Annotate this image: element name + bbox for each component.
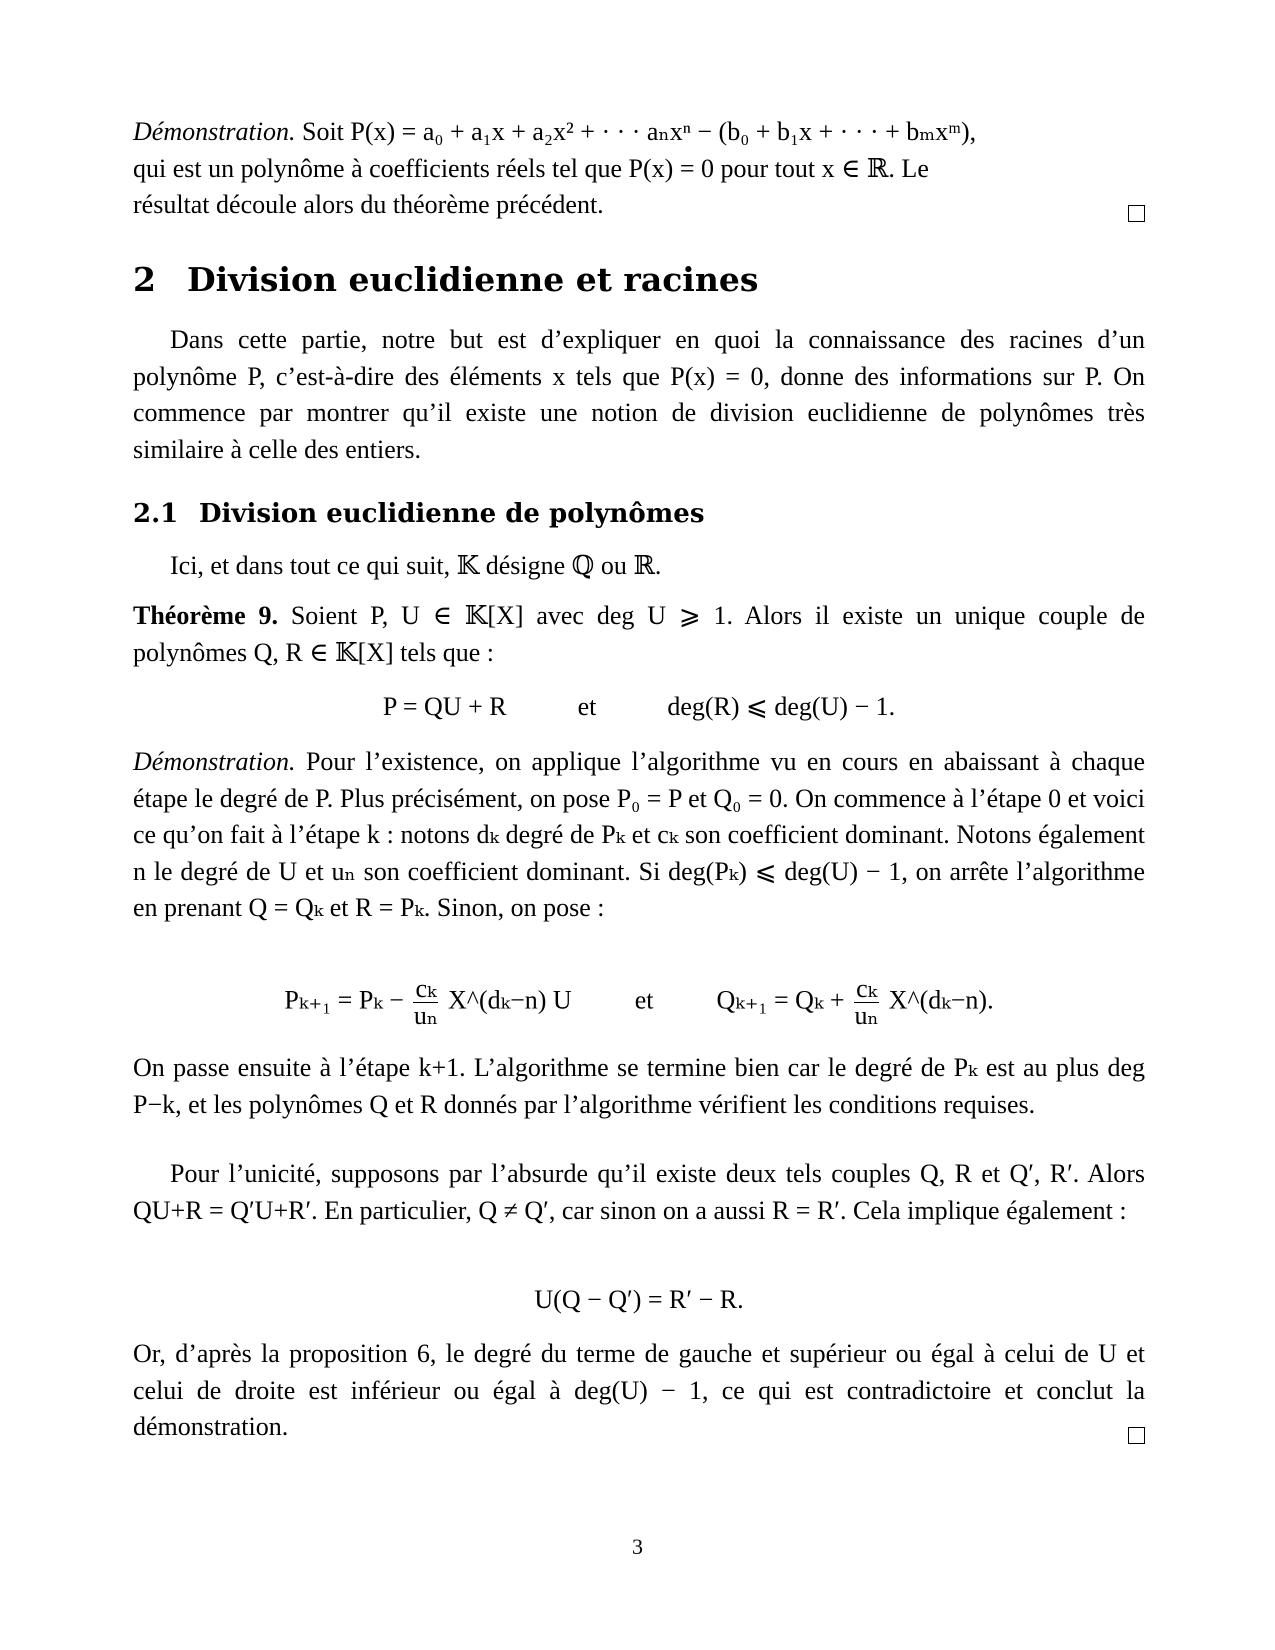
demo-label: Démonstration. xyxy=(133,117,296,146)
demo-paragraph-4: Or, d’après la proposition 6, le degré du terme de gauche et supérieur ou égal à celui de U et celui de droite est inférieur ou égal à deg(U) − 1, ce qui est contradictoire et conclut la démonstration. xyxy=(133,1339,1145,1441)
demo-paragraph-4-wrapper xyxy=(133,1336,1145,1446)
fraction-denominator: uₙ xyxy=(854,1001,879,1030)
subsection-number: 2.1 xyxy=(133,499,179,529)
demo-label: Démonstration. xyxy=(133,747,296,776)
qed-square-icon xyxy=(1128,205,1145,222)
page-number: 3 xyxy=(632,1534,643,1559)
fraction xyxy=(854,976,879,1029)
demonstration-1 xyxy=(133,114,1145,224)
demo-line-3: résultat découle alors du théorème précédent. xyxy=(133,190,604,219)
theorem-9 xyxy=(133,598,1145,671)
unicity-equation: U(Q − Q′) = R′ − R. xyxy=(534,1285,744,1314)
subsection-title: Division euclidienne de polynômes xyxy=(199,499,705,529)
section-title: Division euclidienne et racines xyxy=(187,260,759,299)
demo-paragraph-3: Pour l’unicité, supposons par l’absurde qu’il existe deux tels couples Q, R et Q′, R′. Alors QU+R = Q′U+R′. En particulier, Q ≠ Q′, car sinon on a aussi R = R′. Cela implique également : xyxy=(133,1159,1145,1225)
section-number: 2 xyxy=(133,260,156,299)
fraction-numerator: cₖ xyxy=(856,974,878,1003)
fraction-denominator: uₙ xyxy=(413,1001,439,1030)
section-intro: Dans cette partie, notre but est d’expliquer en quoi la connaissance des racines d’un polynôme P, c’est-à-dire des éléments x tels que P(x) = 0, donne des informations sur P. On commence par montrer qu’il existe une notion de division euclidienne de polynômes très similaire à celle des entiers. xyxy=(133,325,1145,464)
qed-square-icon xyxy=(1128,1427,1145,1444)
theorem-text: Soient P, U ∈ 𝕂[X] avec deg U ⩾ 1. Alors il existe un unique couple de polynômes Q, R ∈ 𝕂[X] tels que : xyxy=(133,601,1145,667)
demo-line-2: qui est un polynôme à coefficients réels tel que P(x) = 0 pour tout x ∈ ℝ. Le xyxy=(133,153,929,183)
equation-and: et xyxy=(634,985,654,1015)
theorem-label: Théorème 9. xyxy=(133,601,278,630)
algorithm-equation xyxy=(133,976,1145,1029)
subsection-heading xyxy=(133,497,704,531)
demonstration-2 xyxy=(133,744,1145,927)
demo-line-1: Soit P(x) = a₀ + a₁x + a₂x² + · · · aₙxⁿ − (b₀ + b₁x + · · · + bₘxᵐ), xyxy=(302,117,977,146)
equation-left: P = QU + R xyxy=(382,692,507,721)
equation-q-left: Qₖ₊₁ = Qₖ + xyxy=(716,985,845,1015)
equation-p-left: Pₖ₊₁ = Pₖ − xyxy=(284,985,404,1015)
demo-paragraph-1: Pour l’existence, on applique l’algorithme vu en cours en abaissant à chaque étape le degré de P. Plus précisément, on pose P₀ = P et Q₀ = 0. On commence à l’étape 0 et voici ce qu’on fait à l’étape k : notons dₖ degré de Pₖ et cₖ son coefficient dominant. Notons également n le degré de U et uₙ son coefficient dominant. Si deg(Pₖ) ⩽ deg(U) − 1, on arrête l’algorithme en prenant Q = Qₖ et R = Pₖ. Sinon, on pose : xyxy=(133,747,1145,922)
equation-p-right: X^(dₖ−n) U xyxy=(447,985,572,1015)
equation-q-right: X^(dₖ−n). xyxy=(888,985,994,1015)
fraction-numerator: cₖ xyxy=(415,974,437,1003)
equation-and: et xyxy=(577,692,597,721)
equation-right: deg(R) ⩽ deg(U) − 1. xyxy=(667,692,896,721)
theorem-equation xyxy=(133,689,1145,725)
section-heading xyxy=(133,260,758,300)
demo-paragraph-2: On passe ensuite à l’étape k+1. L’algorithme se termine bien car le degré de Pₖ est au plus deg P−k, et les polynômes Q et R donnés par l’algorithme vérifient les conditions requises. xyxy=(133,1053,1145,1119)
fraction xyxy=(413,976,438,1029)
subsection-intro: Ici, et dans tout ce qui suit, 𝕂 désigne ℚ ou ℝ. xyxy=(170,551,662,580)
